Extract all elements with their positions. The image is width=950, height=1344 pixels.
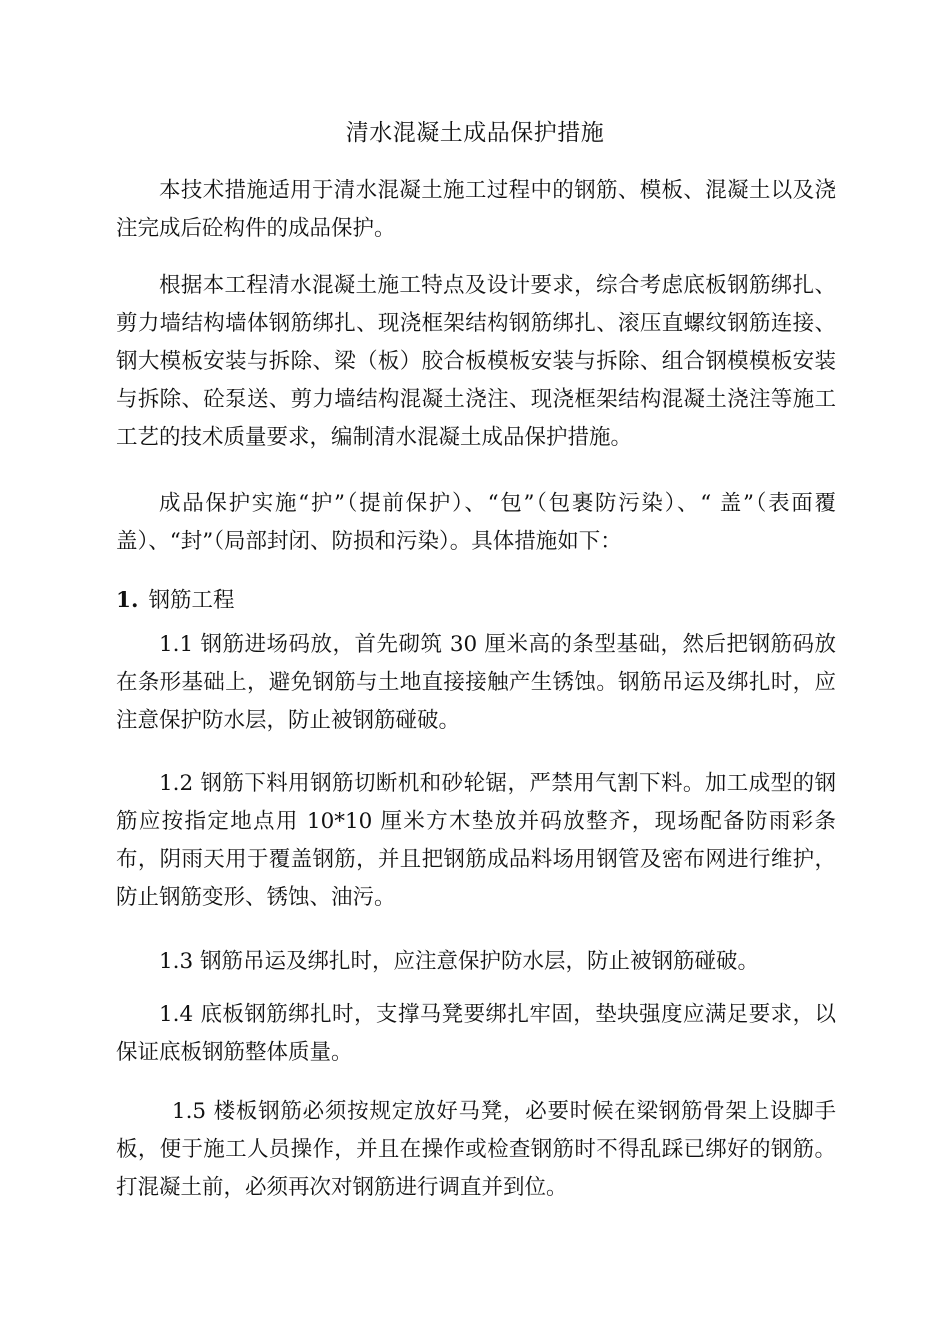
section-heading-rebar: [116, 582, 836, 620]
paragraph-item-1-3: 1.3 钢筋吊运及绑扎时，应注意保护防水层，防止被钢筋碰破。: [159, 949, 760, 974]
paragraph-item-1-4: 1.4 底板钢筋绑扎时，支撑马凳要绑扎牢固，垫块强度应满足要求，以保证底板钢筋整体质量。: [116, 1002, 836, 1065]
paragraph-principles: 成品保护实施“护”（提前保护）、“包”（包裹防污染）、“ 盖”（表面覆盖）、“封”（局部封闭、防损和污染）。具体措施如下：: [116, 491, 836, 554]
paragraph-item-1-1: 1.1 钢筋进场码放，首先砌筑 30 厘米高的条型基础，然后把钢筋码放在条形基础上，避免钢筋与土地直接接触产生锈蚀。钢筋吊运及绑扎时，应注意保护防水层，防止被钢筋碰破。: [116, 632, 836, 733]
paragraph-scope: 本技术措施适用于清水混凝土施工过程中的钢筋、模板、混凝土以及浇注完成后砼构件的成品保护。: [116, 178, 836, 241]
section-number: 1.: [116, 588, 139, 613]
paragraph-item-1-5: 1.5 楼板钢筋必须按规定放好马凳，必要时候在梁钢筋骨架上设脚手板，便于施工人员操作，并且在操作或检查钢筋时不得乱踩已绑好的钢筋。打混凝土前，必须再次对钢筋进行调直并到位。: [116, 1099, 836, 1200]
section-title: 钢筋工程: [148, 588, 235, 613]
paragraph-item-1-2: 1.2 钢筋下料用钢筋切断机和砂轮锯，严禁用气割下料。加工成型的钢筋应按指定地点用 10*10 厘米方木垫放并码放整齐，现场配备防雨彩条布，阴雨天用于覆盖钢筋，并且把钢筋成品料场用钢管及密布网进行维护，防止钢筋变形、锈蚀、油污。: [116, 771, 836, 910]
page-title: 清水混凝土成品保护措施: [345, 120, 605, 146]
paragraph-basis: 根据本工程清水混凝土施工特点及设计要求，综合考虑底板钢筋绑扎、剪力墙结构墙体钢筋绑扎、现浇框架结构钢筋绑扎、滚压直螺纹钢筋连接、钢大模板安装与拆除、梁（板）胶合板模板安装与拆除、组合钢模模板安装与拆除、砼泵送、剪力墙结构混凝土浇注、现浇框架结构混凝土浇注等施工工艺的技术质量要求，编制清水混凝土成品保护措施。: [116, 273, 836, 450]
